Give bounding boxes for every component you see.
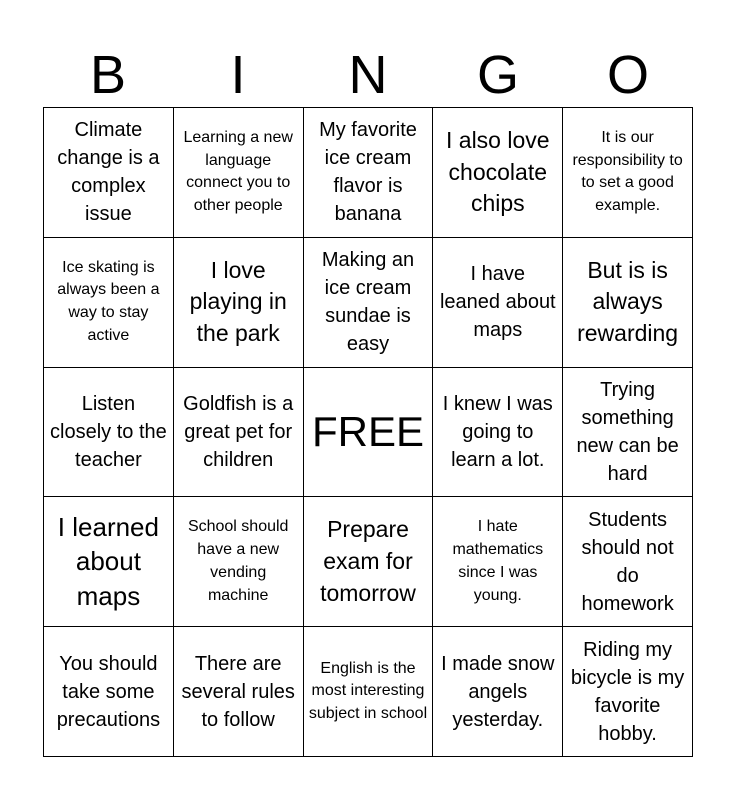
header-letter-b: B [89,45,127,105]
cell-text: Riding my bicycle is my favorite hobby. [570,638,685,745]
bingo-cell-r3-c5[interactable] [563,368,693,498]
cell-text: I have leaned about maps [439,263,556,342]
bingo-cell-r3-c2[interactable] [174,368,304,498]
cell-text: Climate change is a complex issue [57,119,160,226]
cell-text: My favorite ice cream flavor is banana [319,119,417,226]
bingo-cell-r5-c1[interactable] [44,627,174,757]
cell-text: I also love chocolate chips [446,126,550,217]
bingo-cell-free[interactable] [304,368,434,498]
bingo-cell-r1-c2[interactable] [174,108,304,238]
bingo-cell-r1-c4[interactable] [433,108,563,238]
bingo-cell-r2-c2[interactable] [174,238,304,368]
bingo-cell-r4-c5[interactable] [563,497,693,627]
cell-text: It is our responsibility to to set a good example. [572,128,683,215]
bingo-grid [43,107,693,757]
free-space-text: FREE [311,407,424,455]
bingo-cell-r4-c3[interactable] [304,497,434,627]
cell-text: Ice skating is always been a way to stay active [57,258,160,344]
bingo-header [43,42,693,108]
cell-text: Students should not do homework [581,508,674,615]
bingo-cell-r4-c2[interactable] [174,497,304,627]
cell-text: Making an ice cream sundae is easy [321,249,415,356]
cell-text: I hate mathematics since I was young. [452,518,544,604]
cell-text: I love playing in the park [189,256,287,347]
cell-text: Learning a new language connect you to other people [183,128,293,215]
bingo-cell-r1-c3[interactable] [304,108,434,238]
bingo-cell-r5-c2[interactable] [174,627,304,757]
bingo-cell-r2-c5[interactable] [563,238,693,368]
cell-text: Prepare exam for tomorrow [320,516,416,606]
cell-text: Trying something new can be hard [576,378,679,485]
bingo-cell-r5-c3[interactable] [304,627,434,757]
cell-text: School should have a new vending machine [187,518,289,604]
cell-text: I knew I was going to learn a lot. [442,392,553,471]
cell-text: English is the most interesting subject in school [308,659,428,722]
header-letter-i: I [230,45,246,105]
cell-text: Listen closely to the teacher [50,392,167,471]
bingo-cell-r1-c5[interactable] [563,108,693,238]
header-letter-n: N [348,45,388,105]
header-letter-g: G [476,45,519,105]
cell-text: You should take some precautions [56,652,161,731]
cell-text: There are several rules to follow [181,652,295,731]
cell-text: I learned about maps [57,511,159,612]
bingo-cell-r5-c5[interactable] [563,627,693,757]
bingo-cell-r5-c4[interactable] [433,627,563,757]
bingo-cell-r1-c1[interactable] [44,108,174,238]
bingo-cell-r2-c1[interactable] [44,238,174,368]
bingo-cell-r4-c4[interactable] [433,497,563,627]
cell-text: Goldfish is a great pet for children [183,392,294,471]
bingo-cell-r2-c4[interactable] [433,238,563,368]
bingo-cell-r3-c4[interactable] [433,368,563,498]
cell-text: But is is always rewarding [577,256,679,347]
header-letter-o: O [606,45,649,105]
bingo-cell-r3-c1[interactable] [44,368,174,498]
cell-text: I made snow angels yesterday. [441,652,555,731]
bingo-cell-r4-c1[interactable] [44,497,174,627]
bingo-cell-r2-c3[interactable] [304,238,434,368]
